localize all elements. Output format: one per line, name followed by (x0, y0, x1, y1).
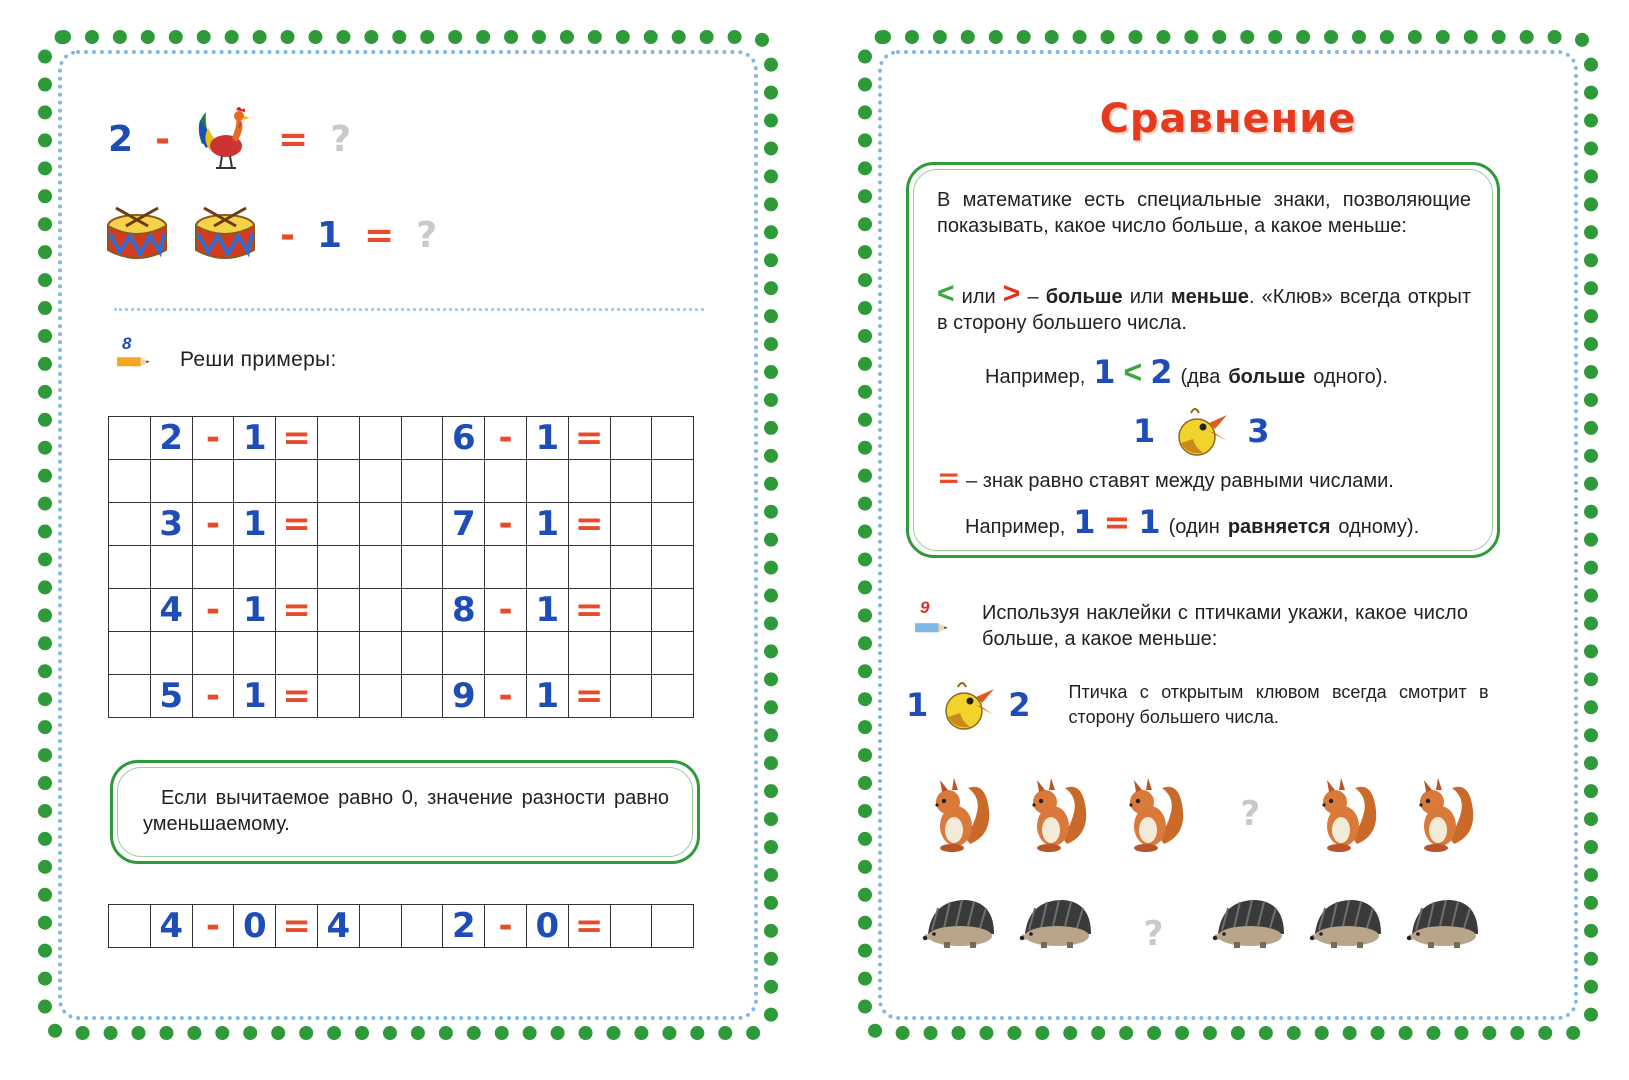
squirrel-icon (1019, 774, 1095, 859)
grid-cell-empty[interactable] (610, 675, 652, 718)
grid-cell-empty[interactable] (276, 460, 318, 503)
grid-cell-empty[interactable] (109, 905, 151, 948)
intro-text: В математике есть специальные знаки, позволяющие показывать, какое число больше, а какое меньше: (937, 189, 1471, 237)
grid-cell-filled: 7 (443, 503, 485, 546)
grid-cell-empty[interactable] (150, 546, 192, 589)
example-2-close: одному). (1338, 516, 1420, 538)
grid-cell-filled: - (485, 905, 527, 948)
missing-item-question: ? (1240, 794, 1261, 834)
signs-rest: . «Клюв» всегда открыт в сторону большего числа. (937, 286, 1472, 334)
task-8-number: 8 (122, 334, 132, 353)
grid-cell-filled: = (276, 905, 318, 948)
grid-cell-empty[interactable] (359, 632, 401, 675)
squirrel-icon (1116, 774, 1192, 859)
grid-cell-empty[interactable] (276, 632, 318, 675)
drum-icon (192, 204, 258, 266)
grid-cell-empty[interactable] (610, 503, 652, 546)
grid-row (109, 503, 694, 546)
grid-cell-empty[interactable] (234, 546, 276, 589)
hedgehog-icon (1019, 894, 1095, 957)
task-8-badge (108, 334, 160, 382)
example-1-close: одного). (1313, 366, 1388, 388)
grid-cell-empty[interactable] (109, 460, 151, 503)
grid-cell-filled: = (276, 675, 318, 718)
grid-cell-empty[interactable] (109, 546, 151, 589)
grid-cell-empty[interactable] (652, 546, 694, 589)
grid-cell-empty[interactable] (109, 417, 151, 460)
grid-cell-empty[interactable] (652, 503, 694, 546)
squirrel-icon (1309, 774, 1385, 859)
grid-cell-empty[interactable] (359, 417, 401, 460)
grid-cell-filled: = (568, 417, 610, 460)
greater-than-sign: > (1002, 277, 1021, 310)
grid-cell-filled: 1 (526, 503, 568, 546)
bird-icon (1173, 403, 1229, 459)
grid-cell-filled: = (276, 589, 318, 632)
grid-cell-empty[interactable] (485, 460, 527, 503)
grid-cell-filled: 4 (150, 905, 192, 948)
example-2 (965, 503, 1419, 541)
grid-cell-filled: 0 (234, 905, 276, 948)
grid-cell-filled: 0 (526, 905, 568, 948)
hint-example (906, 676, 1489, 734)
grid-cell-empty[interactable] (359, 675, 401, 718)
dash: – (1027, 286, 1039, 308)
grid-cell-empty[interactable] (485, 546, 527, 589)
grid-cell-empty[interactable] (276, 546, 318, 589)
grid-cell-empty[interactable] (401, 503, 443, 546)
grid-cell-empty[interactable] (401, 632, 443, 675)
example-1-bold: больше (1228, 366, 1306, 388)
grid-cell-empty[interactable] (443, 632, 485, 675)
eq2-minus: - (280, 214, 295, 256)
exercise-grid (108, 416, 694, 718)
eq1-equals: = (278, 118, 309, 160)
task-9-header (906, 600, 1468, 652)
signs-paragraph (937, 277, 1472, 336)
grid-cell-filled: = (276, 503, 318, 546)
eq2-equals: = (364, 214, 395, 256)
grid-cell-filled: = (568, 503, 610, 546)
grid-cell-filled: 9 (443, 675, 485, 718)
grid-row (109, 417, 694, 460)
grid-cell-empty[interactable] (359, 460, 401, 503)
grid-cell-empty[interactable] (485, 632, 527, 675)
grid-cell-filled: - (485, 589, 527, 632)
grid-cell-filled: - (192, 589, 234, 632)
equals-line (937, 461, 1477, 494)
grid-cell-empty[interactable] (610, 589, 652, 632)
grid-cell-empty[interactable] (109, 503, 151, 546)
grid-cell-empty[interactable] (359, 546, 401, 589)
eq1-minus: - (155, 118, 171, 160)
hedgehog-icon (1212, 894, 1288, 957)
hint-a: 1 (906, 686, 929, 724)
grid-cell-filled: = (276, 417, 318, 460)
rule-text: Если вычитаемое равно 0, значение разности равно уменьшаемому. (143, 787, 669, 835)
grid-cell-filled: - (485, 503, 527, 546)
grid-cell-filled: = (568, 905, 610, 948)
grid-cell-empty[interactable] (401, 905, 443, 948)
grid-row (109, 905, 694, 948)
grid-cell-filled: - (192, 905, 234, 948)
grid-cell-empty[interactable] (192, 460, 234, 503)
grid-row (109, 675, 694, 718)
hedgehog-icon (922, 894, 998, 957)
squirrel-icon (922, 774, 998, 859)
example-2-a: 1 (1073, 503, 1096, 541)
squirrel-icon (1406, 774, 1482, 859)
grid-cell-empty[interactable] (359, 905, 401, 948)
grid-cell-empty[interactable] (401, 589, 443, 632)
answer-grid (108, 904, 694, 948)
grid-cell-filled: 2 (150, 417, 192, 460)
grid-cell-filled: - (485, 675, 527, 718)
section-divider (114, 308, 704, 311)
grid-cell-empty[interactable] (234, 460, 276, 503)
task-9-number: 9 (920, 598, 930, 617)
grid-cell-filled: 1 (234, 675, 276, 718)
grid-cell-empty[interactable] (109, 675, 151, 718)
or-word-1: или (961, 286, 996, 308)
grid-cell-empty[interactable] (568, 460, 610, 503)
grid-cell-filled: 4 (317, 905, 359, 948)
task-8-instruction: Реши примеры: (180, 348, 337, 371)
bigger-word: больше (1045, 286, 1123, 308)
grid-cell-empty[interactable] (234, 632, 276, 675)
example-1 (985, 353, 1388, 391)
grid-cell-filled: 4 (150, 589, 192, 632)
bird-example-b: 3 (1247, 412, 1270, 450)
grid-cell-empty[interactable] (652, 589, 694, 632)
grid-cell-empty[interactable] (568, 632, 610, 675)
grid-cell-empty[interactable] (317, 632, 359, 675)
grid-cell-filled: = (568, 589, 610, 632)
grid-cell-empty[interactable] (526, 460, 568, 503)
grid-cell-empty[interactable] (109, 589, 151, 632)
equals-sign: = (937, 461, 961, 494)
example-1-open: (два (1180, 366, 1221, 388)
grid-cell-filled: - (192, 503, 234, 546)
info-box (906, 162, 1500, 558)
grid-cell-filled: = (568, 675, 610, 718)
grid-row (109, 460, 694, 503)
grid-cell-empty[interactable] (526, 632, 568, 675)
grid-cell-filled: 1 (526, 417, 568, 460)
grid-cell-empty[interactable] (652, 675, 694, 718)
grid-cell-empty[interactable] (610, 905, 652, 948)
grid-cell-empty[interactable] (652, 632, 694, 675)
grid-cell-empty[interactable] (610, 632, 652, 675)
grid-cell-empty[interactable] (317, 417, 359, 460)
equation-drums (104, 204, 437, 266)
grid-row (109, 546, 694, 589)
grid-cell-filled: 1 (234, 503, 276, 546)
eq2-number: 1 (316, 214, 343, 256)
grid-cell-empty[interactable] (192, 546, 234, 589)
grid-cell-filled: 3 (150, 503, 192, 546)
grid-cell-empty[interactable] (610, 546, 652, 589)
bird-example-a: 1 (1133, 412, 1156, 450)
task-9-instruction: Используя наклейки с птичками укажи, какое число больше, а какое меньше: (982, 602, 1468, 650)
eq1-question: ? (330, 118, 352, 160)
task-9-badge (906, 600, 960, 648)
missing-item-question: ? (1143, 914, 1164, 954)
example-2-prefix: Например, (965, 516, 1066, 538)
equals-text: – знак равно ставят между равными числами. (966, 470, 1394, 492)
grid-cell-empty[interactable] (317, 675, 359, 718)
example-1-b: 2 (1150, 353, 1173, 391)
bird-example (1133, 403, 1270, 459)
eq1-number: 2 (108, 118, 134, 160)
grid-cell-filled: 8 (443, 589, 485, 632)
grid-cell-empty[interactable] (317, 503, 359, 546)
rooster-icon (192, 104, 256, 174)
grid-cell-filled: 1 (526, 589, 568, 632)
pencil-icon (108, 352, 160, 378)
hint-text: Птичка с открытым клювом всегда смотрит в сторону большего числа. (1068, 682, 1489, 727)
grid-cell-empty[interactable] (610, 460, 652, 503)
or-word-2: или (1129, 286, 1164, 308)
grid-cell-empty[interactable] (443, 460, 485, 503)
squirrel-row (912, 774, 1492, 864)
grid-cell-empty[interactable] (568, 546, 610, 589)
grid-cell-empty[interactable] (317, 460, 359, 503)
smaller-word: меньше (1170, 286, 1249, 308)
grid-cell-empty[interactable] (150, 460, 192, 503)
grid-cell-filled: 6 (443, 417, 485, 460)
grid-cell-empty[interactable] (652, 905, 694, 948)
grid-cell-filled: - (485, 417, 527, 460)
example-1-sign: < (1123, 354, 1143, 390)
grid-cell-filled: 5 (150, 675, 192, 718)
task-8-header (108, 334, 337, 382)
grid-cell-empty[interactable] (652, 460, 694, 503)
grid-cell-empty[interactable] (401, 460, 443, 503)
grid-cell-empty[interactable] (610, 417, 652, 460)
grid-cell-empty[interactable] (317, 546, 359, 589)
grid-cell-empty[interactable] (317, 589, 359, 632)
grid-cell-empty[interactable] (401, 546, 443, 589)
grid-cell-empty[interactable] (150, 632, 192, 675)
drum-icon (104, 204, 170, 266)
hedgehog-icon (1309, 894, 1385, 957)
grid-cell-empty[interactable] (443, 546, 485, 589)
left-page (38, 30, 778, 1040)
grid-cell-filled: - (192, 675, 234, 718)
example-1-prefix: Например, (985, 366, 1086, 388)
bird-icon (940, 676, 996, 734)
grid-cell-empty[interactable] (359, 503, 401, 546)
example-1-a: 1 (1093, 353, 1116, 391)
eq2-question: ? (416, 214, 438, 256)
grid-cell-empty[interactable] (192, 632, 234, 675)
grid-cell-filled: 1 (234, 417, 276, 460)
grid-cell-empty[interactable] (526, 546, 568, 589)
rule-box (110, 760, 700, 864)
hint-b: 2 (1008, 686, 1031, 724)
example-2-open: (один (1168, 516, 1220, 538)
example-2-bold: равняется (1227, 516, 1331, 538)
grid-cell-empty[interactable] (109, 632, 151, 675)
grid-cell-empty[interactable] (359, 589, 401, 632)
right-page (858, 30, 1598, 1040)
grid-cell-filled: 1 (234, 589, 276, 632)
grid-cell-empty[interactable] (401, 675, 443, 718)
example-2-b: 1 (1138, 503, 1161, 541)
hedgehog-icon (1406, 894, 1482, 957)
grid-row (109, 632, 694, 675)
grid-cell-empty[interactable] (652, 417, 694, 460)
equation-rooster (108, 104, 351, 174)
grid-row (109, 589, 694, 632)
grid-cell-filled: 2 (443, 905, 485, 948)
grid-cell-filled: - (192, 417, 234, 460)
grid-cell-empty[interactable] (401, 417, 443, 460)
example-2-sign: = (1103, 503, 1131, 541)
pencil-icon (906, 618, 958, 644)
hedgehog-row (912, 894, 1492, 964)
page-title: Сравнение (1099, 96, 1357, 142)
less-than-sign: < (937, 277, 955, 310)
grid-cell-filled: 1 (526, 675, 568, 718)
